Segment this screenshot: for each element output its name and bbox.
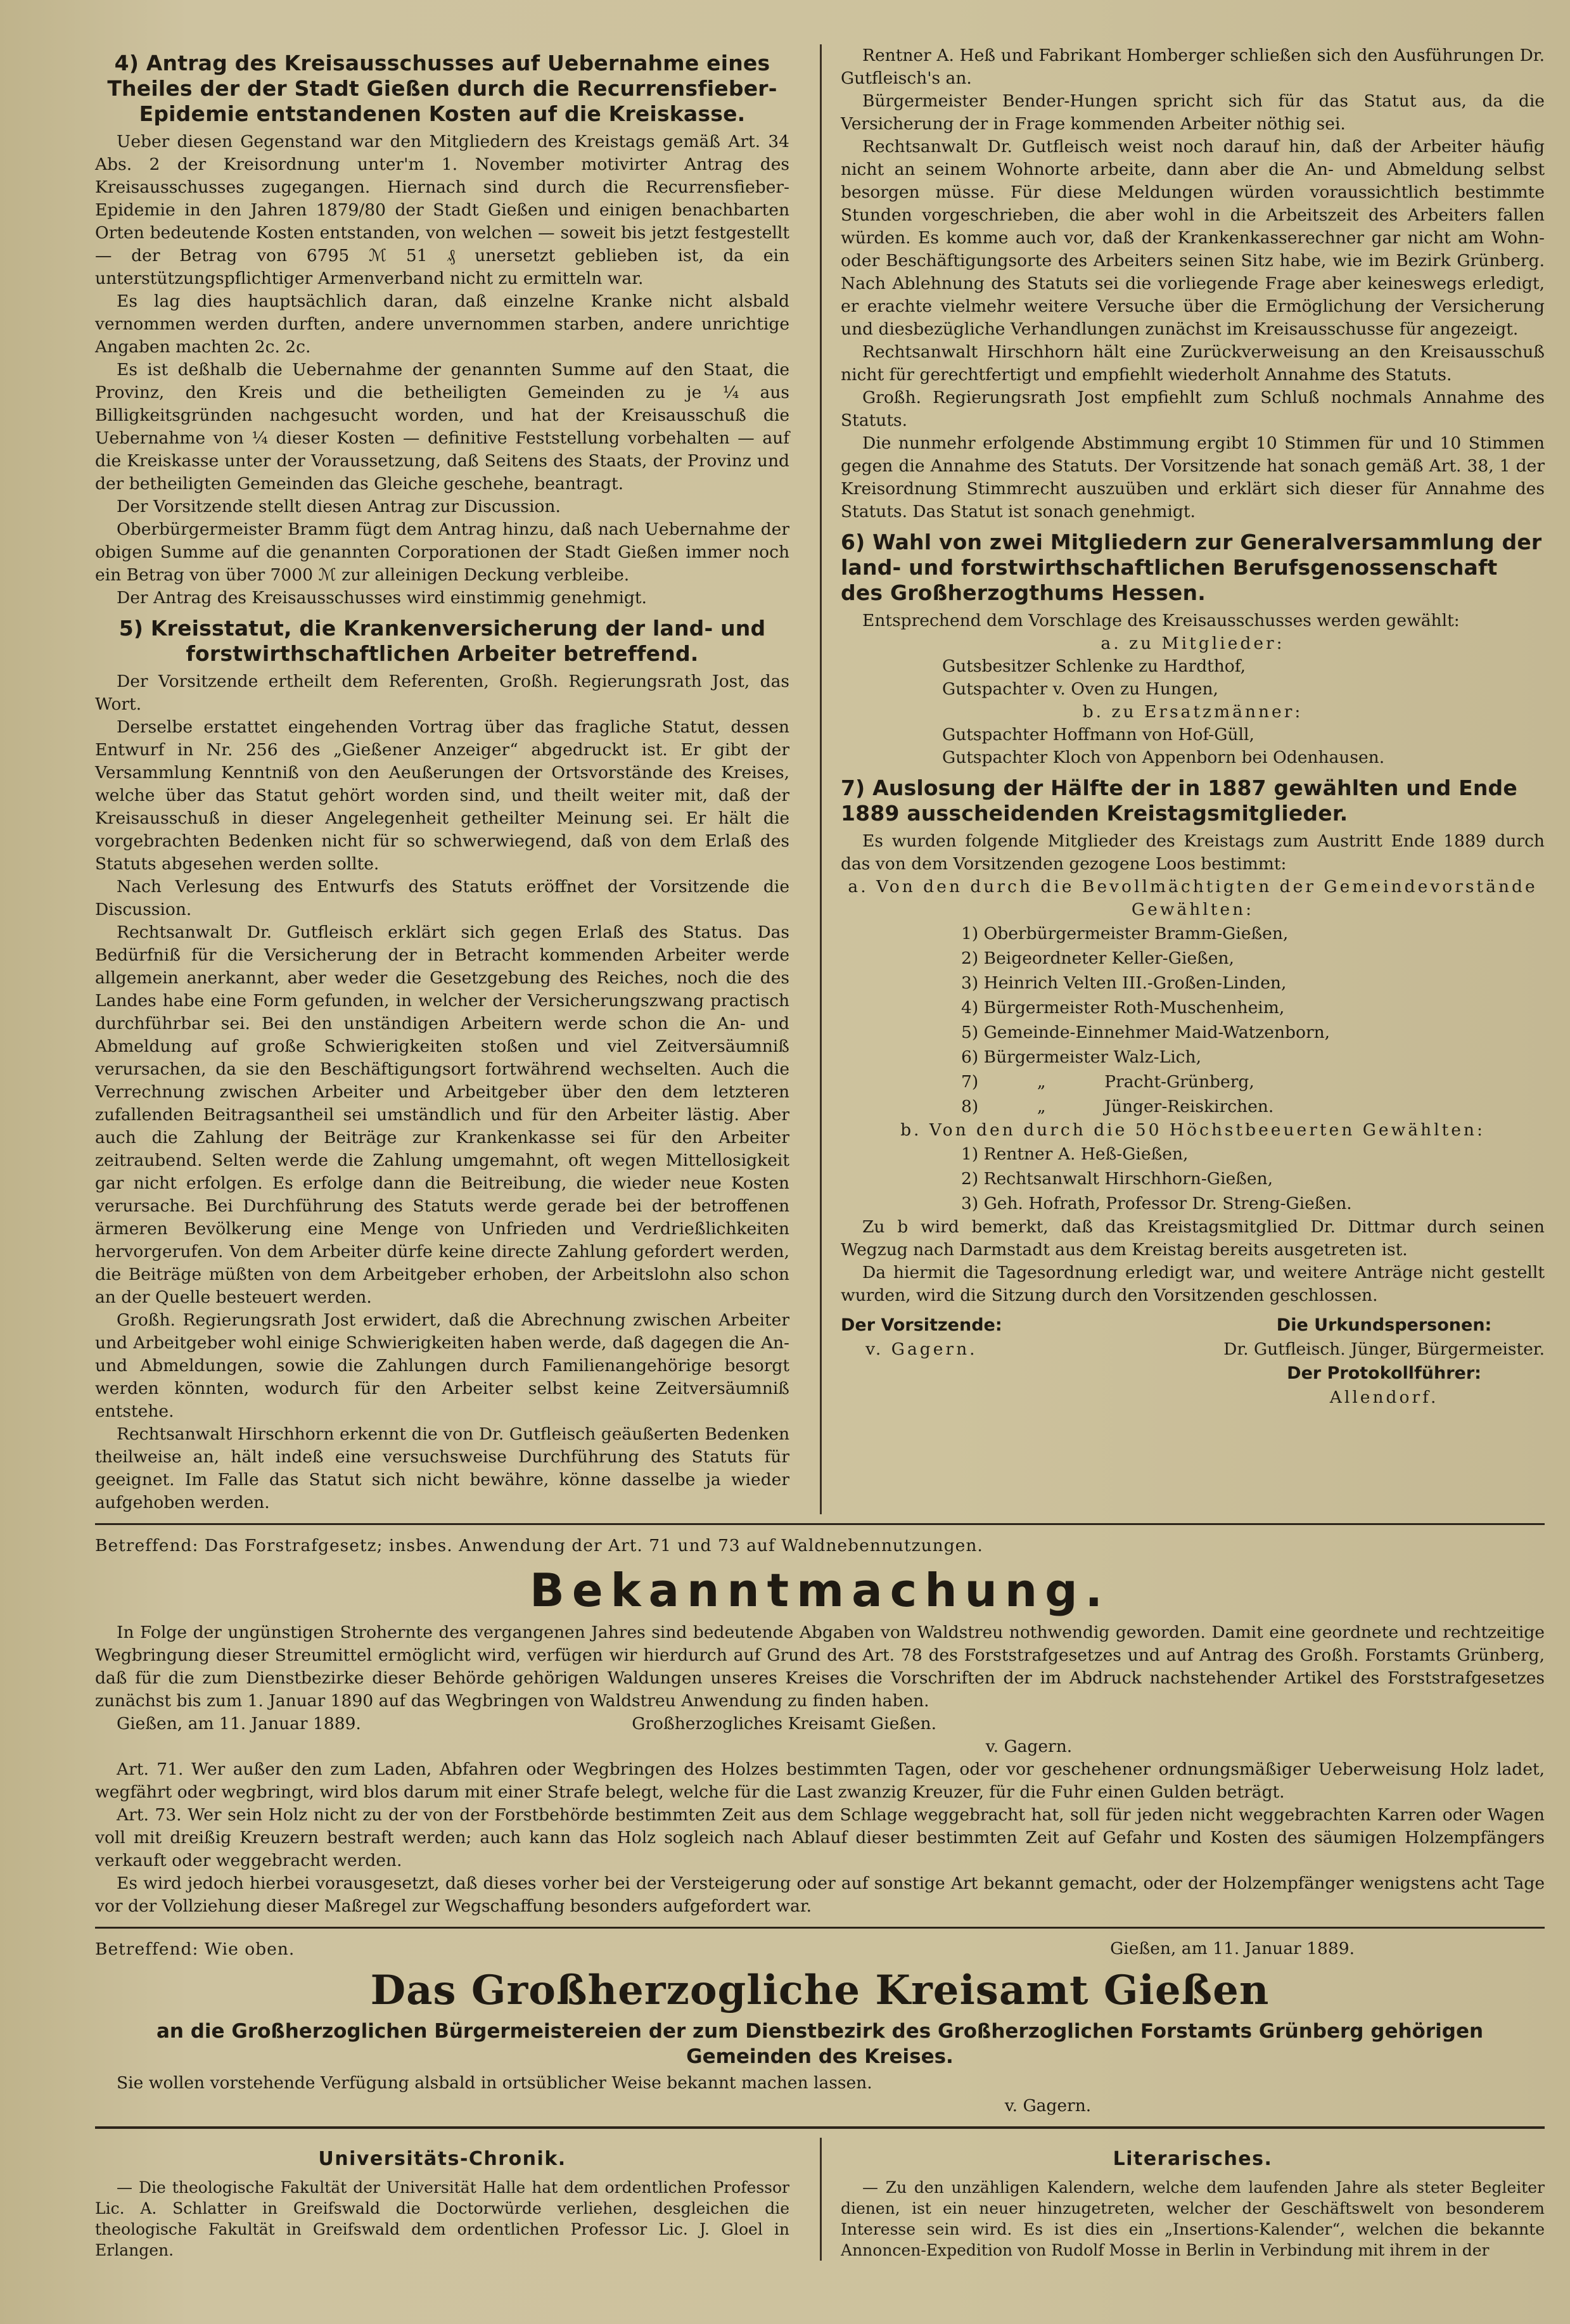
list-item: 4) Bürgermeister Roth-Muschenheim, (961, 998, 1285, 1018)
section-7-heading: 7) Auslosung der Hälfte der in 1887 gewählten und Ende 1889 ausscheidenden Kreistagsmitglieder. (841, 776, 1517, 826)
substitute-entry: Gutspachter Kloch von Appenborn bei Odenhausen. (942, 748, 1385, 767)
chair-name: v. Gagern. (865, 1339, 978, 1359)
section-4-paragraph: Ueber diesen Gegenstand war den Mitgliedern des Kreistags gemäß Art. 34 Abs. 2 der Kreisordnung unter'm 1. November motivirter Antrag des Kreisausschusses zugegangen. Hiernach sind durch die Recurrensfieber-Epidemie in den Jahren 1879/80 der Stadt Gießen und einigen benachbarten Orten bedeutende Kosten entstanden, von welchen — soweit bis jetzt festgestellt — der Betrag von 6795 ℳ 51 ₰ unersetzt geblieben ist, da ein unterstützungspflichtiger Armenverband nicht zu ermitteln war. (95, 132, 790, 288)
column-divider (820, 2138, 822, 2261)
members-label: a. zu Mitglieder: (1101, 634, 1285, 653)
chronicle-paragraph: — Die theologische Fakultät der Universität Halle hat dem ordentlichen Professor Lic. A. Schlatter in Greifswald die Doctorwürde verliehen, desgleichen die theologische Fakultät in Greifswald dem ordentlichen Professor Lic. J. Gloel in Erlangen. (95, 2178, 790, 2259)
bekanntmachung-block (95, 1534, 1545, 1918)
announcement-paragraph: Es wird jedoch hierbei vorausgesetzt, daß dieses vorher bei der Versteigerung oder auf sonstige Art bekannt gemacht, oder der Holzempfänger wenigstens acht Tage vor der Vollziehung dieser Maßregel zur Wegschaffung besonders aufgefordert war. (95, 1874, 1545, 1916)
section-5-paragraph: Nach Verlesung des Entwurfs des Statuts eröffnet der Vorsitzende die Discussion. (95, 877, 790, 919)
kreisamt-paragraph: Sie wollen vorstehende Verfügung alsbald in ortsüblicher Weise bekannt machen lassen. (117, 2073, 872, 2093)
article-71: Art. 71. Wer außer den zum Laden, Abfahren oder Wegbringen des Holzes bestimmten Tagen, oder vor geschehener ordnungsmäßiger Ueberweisung Holz ladet, wegfährt oder wegbringt, wird blos darum mit einer Strafe belegt, welche für die Last zwanzig Kreuzer, für die Fuhr einen Gulden beträgt. (95, 1759, 1545, 1802)
list-item: 8) „ Jünger-Reiskirchen. (961, 1097, 1274, 1116)
signature-block (841, 1313, 1545, 1410)
issuing-office: Großherzogliches Kreisamt Gießen. (632, 1714, 936, 1733)
discussion-paragraph: Rechtsanwalt Dr. Gutfleisch weist noch darauf hin, daß der Arbeiter häufig nicht an seinem Wohnorte arbeite, dann aber die An- und Abmeldung selbst besorgen müsse. Für diese Meldungen würden voraussichtlich bestimmte Stunden vorgeschrieben, die aber wohl in die Arbeitszeit des Arbeiters fallen würden. Es komme auch vor, daß der Krankenkasserechner gar nicht am Wohn- oder Beschäftigungsorte des Arbeiters seinen Sitz habe, wie im Bezirk Grünberg. Nach Ablehnung des Statuts sei die vorliegende Frage aber keineswegs erledigt, er erachte vielmehr weitere Versuche über die Ermöglichung der Versicherung und diesbezügliche Verhandlungen zunächst im Kreisausschusse für angezeigt. (841, 137, 1545, 339)
place-date: Gießen, am 11. Januar 1889. (117, 1714, 361, 1733)
announcement-paragraph: In Folge der ungünstigen Strohernte des vergangenen Jahres sind bedeutende Abgaben von Waldstreu nothwendig geworden. Damit eine geordnete und rechtzeitige Wegbringung dieser Streumittel ermöglicht wird, verfügen wir hierdurch auf Grund des Art. 78 des Forststrafgesetzes und auf Antrag des Großh. Forstamts Grünberg, daß für die zum Dienstbezirke dieser Behörde gehörigen Waldungen unseres Kreises die Vorschriften der im Abdruck nachstehender Artikel des Forststrafgesetzes zunächst bis zum 1. Januar 1890 auf das Wegbringen von Waldstreu Anwendung zu finden haben. (95, 1623, 1545, 1711)
kreisamt-header-line (95, 1938, 1545, 1962)
subject-line: Betreffend: Das Forstrafgesetz; insbes. Anwendung der Art. 71 und 73 auf Waldnebennutzungen. (95, 1536, 983, 1555)
member-entry: Gutspachter v. Oven zu Hungen, (942, 679, 1218, 699)
discussion-paragraph: Rentner A. Heß und Fabrikant Homberger schließen sich den Ausführungen Dr. Gutfleisch's an. (841, 46, 1545, 88)
substitutes-label: b. zu Ersatzmänner: (1082, 702, 1303, 722)
chair-label: Der Vorsitzende: (841, 1315, 1002, 1335)
group-b-label: b. Von den durch die 50 Höchstbeeuerten Gewählten: (900, 1120, 1485, 1140)
section-7-paragraph: Es wurden folgende Mitglieder des Kreistags zum Austritt Ende 1889 durch das von dem Vorsitzenden gezogene Loos bestimmt: (841, 831, 1545, 874)
section-5-paragraph: Rechtsanwalt Hirschhorn erkennt die von Dr. Gutfleisch geäußerten Bedenken theilweise an, hält indeß eine versuchsweise Durchführung des Statuts für geeignet. Im Falle das Statut sich nicht bewähre, könne dasselbe ja wieder aufgehoben werden. (95, 1424, 790, 1512)
substitute-entry: Gutspachter Hoffmann von Hof-Güll, (942, 725, 1254, 744)
discussion-paragraph: Bürgermeister Bender-Hungen spricht sich für das Statut aus, da die Versicherung der in Frage kommenden Arbeiter nöthig sei. (841, 91, 1545, 134)
section-4-paragraph: Der Antrag des Kreisausschusses wird einstimmig genehmigt. (117, 588, 647, 608)
kreisamt-subtitle: an die Großherzoglichen Bürgermeistereien der zum Dienstbezirk des Großherzoglichen Forstamts Grünberg gehörigen Gemeinden des Kreises. (156, 2020, 1484, 2068)
list-item: 2) Rechtsanwalt Hirschhorn-Gießen, (961, 1169, 1273, 1189)
chair-signature (841, 1313, 1002, 1410)
signer-name: v. Gagern. (1004, 2096, 1092, 2116)
section-5-paragraph: Großh. Regierungsrath Jost erwidert, daß die Abrechnung zwischen Arbeiter und Arbeitgeber wohl einige Schwierigkeiten haben werde, daß dagegen die An- und Abmeldungen, sowie die Zahlungen durch Familienangehörige besorgt werden könnten, wodurch für den Arbeiter selbst keine Zeitversäumniß entstehe. (95, 1310, 790, 1421)
list-item: 3) Geh. Hofrath, Professor Dr. Streng-Gießen. (961, 1194, 1352, 1213)
literary-paragraph: — Zu den unzähligen Kalendern, welche dem laufenden Jahre als steter Begleiter dienen, ist ein neuer hinzugetreten, welcher der Geschäftswelt von besonderem Interesse sein wird. Es ist dies ein „Insertions-Kalender“, welchen die bekannte Annoncen-Expedition von Rudolf Mosse in Berlin in Verbindung mit ihrem in der (841, 2178, 1545, 2259)
kreisamt-title: Das Großherzogliche Kreisamt Gießen (370, 1967, 1270, 2014)
clerk-name: Allendorf. (1329, 1388, 1439, 1407)
section-5-paragraph: Derselbe erstattet eingehenden Vortrag über das fragliche Statut, dessen Entwurf in Nr. 256 des „Gießener Anzeiger“ abgedruckt ist. Er gibt der Versammlung Kenntniß von den Aeußerungen der Ortsvorstände des Kreises, welche über das Statut gehört worden sind, und theilt weiter mit, daß der Kreisausschuß in dieser Angelegenheit getheilter Meinung sei. Er hält die vorgebrachten Bedenken nicht für so schwerwiegend, daß von dem Erlaß des Statuts abgesehen werden sollte. (95, 717, 790, 874)
section-6-paragraph: Entsprechend dem Vorschlage des Kreisausschusses werden gewählt: (862, 611, 1460, 630)
discussion-paragraph: Rechtsanwalt Hirschhorn hält eine Zurückverweisung an den Kreisausschuß nicht für gerechtfertigt und empfiehlt wiederholt Annahme des Statuts. (841, 342, 1545, 385)
literary-notes (833, 2138, 1545, 2261)
section-divider (95, 1523, 1545, 1525)
left-column (95, 44, 808, 1514)
clerk-label: Der Protokollführer: (1287, 1363, 1481, 1383)
kreisamt-block (95, 1938, 1545, 2117)
literary-heading: Literarisches. (1113, 2148, 1273, 2170)
discussion-paragraph: Die nunmehr erfolgende Abstimmung ergibt 10 Stimmen für und 10 Stimmen gegen die Annahme des Statuts. Der Vorsitzende hat sonach gemäß Art. 38, 1 der Kreisordnung Stimmrecht auszuüben und erklärt sich dieser für Annahme des Statuts. Das Statut ist sonach genehmigt. (841, 433, 1545, 521)
right-column (833, 44, 1545, 1514)
list-item: 6) Bürgermeister Walz-Lich, (961, 1047, 1201, 1067)
section-4-paragraph: Der Vorsitzende stellt diesen Antrag zur Discussion. (117, 497, 561, 516)
university-chronicle (95, 2138, 808, 2261)
article-73: Art. 73. Wer sein Holz nicht zu der von der Forstbehörde bestimmten Zeit aus dem Schlage weggebracht hat, soll für jeden nicht weggebrachten Karren oder Wagen voll mit dreißig Kreuzern bestraft werden; auch kann das Holz sogleich nach Ablauf dieser bestimmten Zeit auf Gefahr und Kosten des säumigen Holzempfängers verkauft oder weggebracht werden. (95, 1805, 1545, 1870)
column-divider (820, 44, 822, 1514)
section-4-paragraph: Es ist deßhalb die Uebernahme der genannten Summe auf den Staat, die Provinz, den Kreis und die betheiligten Gemeinden zu je ¼ aus Billigkeitsgründen nachgesucht worden, und hat der Kreisausschuß die Uebernahme von ¼ dieser Kosten — definitive Feststellung vorbehalten — auf die Kreiskasse unter der Voraussetzung, daß Seitens des Staats, der Provinz und der betheiligten Gemeinden das Gleiche geschehe, beantragt. (95, 360, 790, 494)
group-a-label: a. Von den durch die Bevollmächtigten der Gemeindevorstände Gewählten: (848, 877, 1538, 919)
signer-name: v. Gagern. (985, 1737, 1073, 1756)
section-4-paragraph: Es lag dies hauptsächlich daran, daß einzelne Kranke nicht alsbald vernommen werden durften, andere unvernommen starben, andere unrichtige Angaben machten 2c. 2c. (95, 291, 790, 357)
list-item: 1) Oberbürgermeister Bramm-Gießen, (961, 924, 1289, 943)
section-5-heading: 5) Kreisstatut, die Krankenversicherung der land- und forstwirthschaftlichen Arbeiter betreffend. (118, 616, 766, 666)
section-6-heading: 6) Wahl von zwei Mitgliedern zur Generalversammlung der land- und forstwirthschaftlichen Berufsgenossenschaft des Großherzogthums Hessen. (841, 530, 1542, 605)
witnesses-signature (1223, 1313, 1545, 1410)
section-5-paragraph: Der Vorsitzende ertheilt dem Referenten, Großh. Regierungsrath Jost, das Wort. (95, 672, 790, 714)
discussion-paragraph: Großh. Regierungsrath Jost empfiehlt zum Schluß nochmals Annahme des Statuts. (841, 388, 1545, 430)
place-date: Gießen, am 11. Januar 1889. (1110, 1939, 1355, 1958)
list-item: 2) Beigeordneter Keller-Gießen, (961, 948, 1234, 968)
witnesses-names: Dr. Gutfleisch. Jünger, Bürgermeister. (1223, 1339, 1545, 1359)
announcement-title: Bekanntmachung. (529, 1564, 1111, 1617)
group-a-list (841, 921, 1545, 1119)
group-b-list (841, 1142, 1545, 1216)
section-divider (95, 2126, 1545, 2129)
section-7-paragraph: Da hiermit die Tagesordnung erledigt war, und weitere Anträge nicht gestellt wurden, wird die Sitzung durch den Vorsitzenden geschlossen. (841, 1263, 1545, 1305)
section-4-heading: 4) Antrag des Kreisausschusses auf Uebernahme eines Theiles der der Stadt Gießen durch die Recurrensfieber-Epidemie entstandenen Kosten auf die Kreiskasse. (107, 51, 777, 126)
subject-line: Betreffend: Wie oben. (95, 1939, 295, 1959)
section-4-paragraph: Oberbürgermeister Bramm fügt dem Antrag hinzu, daß nach Uebernahme der obigen Summe auf die genannten Corporationen der Stadt Gießen immer noch ein Betrag von über 7000 ℳ zur alleinigen Deckung verbleibe. (95, 520, 790, 585)
announcement-signature-line (95, 1713, 1545, 1735)
chronicle-heading: Universitäts-Chronik. (318, 2148, 566, 2170)
list-item: 1) Rentner A. Heß-Gießen, (961, 1144, 1189, 1164)
list-item: 3) Heinrich Velten III.-Großen-Linden, (961, 973, 1287, 993)
list-item: 5) Gemeinde-Einnehmer Maid-Watzenborn, (961, 1023, 1331, 1042)
section-divider (95, 1927, 1545, 1929)
witnesses-label: Die Urkundspersonen: (1276, 1315, 1492, 1335)
list-item: 7) „ Pracht-Grünberg, (961, 1072, 1254, 1092)
section-7-paragraph: Zu b wird bemerkt, daß das Kreistagsmitglied Dr. Dittmar durch seinen Wegzug nach Darmstadt aus dem Kreistag bereits ausgetreten ist. (841, 1217, 1545, 1260)
bottom-columns (95, 2138, 1545, 2261)
two-column-section (95, 44, 1545, 1514)
member-entry: Gutsbesitzer Schlenke zu Hardthof, (942, 656, 1246, 676)
section-5-paragraph: Rechtsanwalt Dr. Gutfleisch erklärt sich gegen Erlaß des Status. Das Bedürfniß für die Versicherung der in Betracht kommenden Arbeiter werde allgemein anerkannt, aber weder die Gesetzgebung des Reiches, noch die des Landes habe eine Form gefunden, in welcher der Versicherungszwang practisch durchführbar sei. Bei den unständigen Arbeitern werde schon die An- und Abmeldung auf große Schwierigkeiten stoßen und viel Zeitversäumniß verursachen, da sie den Beschäftigungsort fortwährend wechselten. Auch die Verrechnung zwischen Arbeiter und Arbeitgeber über den dem letzteren zufallenden Beitragsantheil sei umständlich und für den Arbeiter lästig. Aber auch die Zahlung der Beiträge zur Krankenkasse sei für den Arbeiter zeitraubend. Selten werde die Zahlung umgemahnt, oft wegen Mittellosigkeit gar nicht erfolgen. Es erfolge dann die Beitreibung, die wieder neue Kosten verursache. Bei Durchführung des Statuts werde gerade bei der betroffenen ärmeren Bevölkerung eine Menge von Unfrieden und Verdrießlichkeiten hervorgerufen. Von dem Arbeiter dürfe keine directe Zahlung gefordert werden, die Beiträge müßten von dem Arbeitgeber erhoben, der Arbeitslohn also schon an der Quelle besteuert werden. (95, 923, 790, 1307)
